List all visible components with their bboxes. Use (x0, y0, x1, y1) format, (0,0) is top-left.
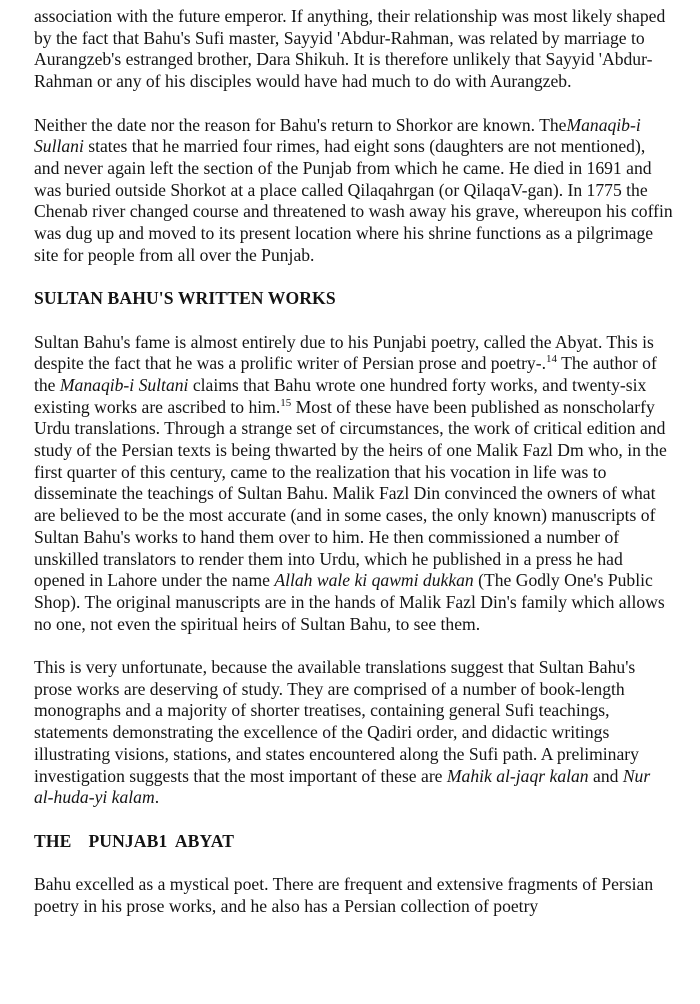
book-title: Nur al-huda-yi kalam (34, 765, 651, 808)
footnote-marker: 15 (280, 396, 292, 409)
paragraph-text: association with the future emperor. If anything, their relationship was most likely shaped by the fact that Bahu's Sufi master, Sayyid 'Abdur-Rahman, was related by marriage to Aurangzeb's estranged brother, Dara Shikuh. It is therefore unlikely that Sayyid 'Abdur-Rahman or any of his disciples would have had much to do with Aurangzeb. (34, 6, 666, 92)
paragraph-intro-continuation (34, 6, 674, 93)
document-page (34, 6, 674, 939)
paragraph-text: Sultan Bahu's fame is almost entirely due to his Punjabi poetry, called the Abyat. This is despite the fact that he was a prolific writer of Persian prose and poetry-. (34, 331, 654, 374)
paragraph-prose-works (34, 657, 674, 809)
press-name: Allah wale ki qawmi dukkan (274, 570, 474, 591)
paragraph-text: Bahu excelled as a mystical poet. There are frequent and extensive fragments of Persian poetry in his prose works, and he also has a Persian collection of poetry (34, 874, 654, 916)
paragraph-text: Most of these have been published as nonscholarfy Urdu translations. Through a strange set of circumstances, the work of critical edition and study of the Persian texts is being thwarted by the heirs of one Malik Fazl Dm who, in the first quarter of this century, came to the realization that his vocation in life was to disseminate the teachings of Sultan Bahu. Malik Fazl Din convinced the owners of what are believed to be the most accurate (and in some cases, the only known) manuscripts of Sultan Bahu's works to hand them over to him. He then commissioned a number of unskilled translators to render them into Urdu, which he published in a press he had opened in Lahore under the name (34, 396, 667, 591)
paragraph-text: and (588, 765, 623, 786)
section-heading-written-works: SULTAN BAHU'S WRITTEN WORKS (34, 288, 336, 309)
paragraph-mystical-poet (34, 874, 674, 917)
paragraph-text: This is very unfortunate, because the available translations suggest that Sultan Bahu's prose works are deserving of study. They are comprised of a number of book-length monographs and a majority of shorter treatises, containing general Sufi teachings, statements demonstrating the excellence of the Qadiri order, and didactic writings illustrating visions, stations, and states encountered along the Sufi path. A preliminary investigation suggests that the most important of these are (34, 657, 639, 786)
book-title: Manaqib-i Sultani (59, 374, 189, 395)
paragraph-text: Neither the date nor the reason for Bahu's return to Shorkor are known. The (34, 114, 567, 135)
section-heading-punjabi-abyat: THE PUNJAB1 ABYAT (34, 830, 235, 851)
paragraph-text: (The Godly One's Public Shop). The original manuscripts are in the hands of Malik Fazl Din's family which allows no one, not even the spiritual heirs of Sultan Bahu, to see them. (34, 570, 665, 634)
paragraph-text: The author of the (34, 353, 657, 395)
paragraph-text: states that he married four rimes, had eight sons (daughters are not mentioned), and never again left the section of the Punjab from which he came. He died in 1691 and was buried outside Shorkot at a place called Qilaqahrgan (or QilaqaV-gan). In 1775 the Chenab river changed course and threatened to wash away his grave, whereupon his coffin was dug up and moved to its present location where his shrine functions as a pilgrimage site for people from all over the Punjab. (34, 136, 673, 265)
paragraph-text: . (154, 787, 160, 808)
paragraph-written-works (34, 332, 674, 636)
book-title: Mahik al-jaqr kalan (446, 765, 589, 786)
book-title: Manaqib-i Sullani (34, 114, 641, 157)
paragraph-return-to-shorkot (34, 115, 674, 267)
footnote-marker: 14 (546, 353, 557, 366)
paragraph-text: claims that Bahu wrote one hundred forty works, and twenty-six existing works are ascribed to him. (34, 374, 647, 417)
